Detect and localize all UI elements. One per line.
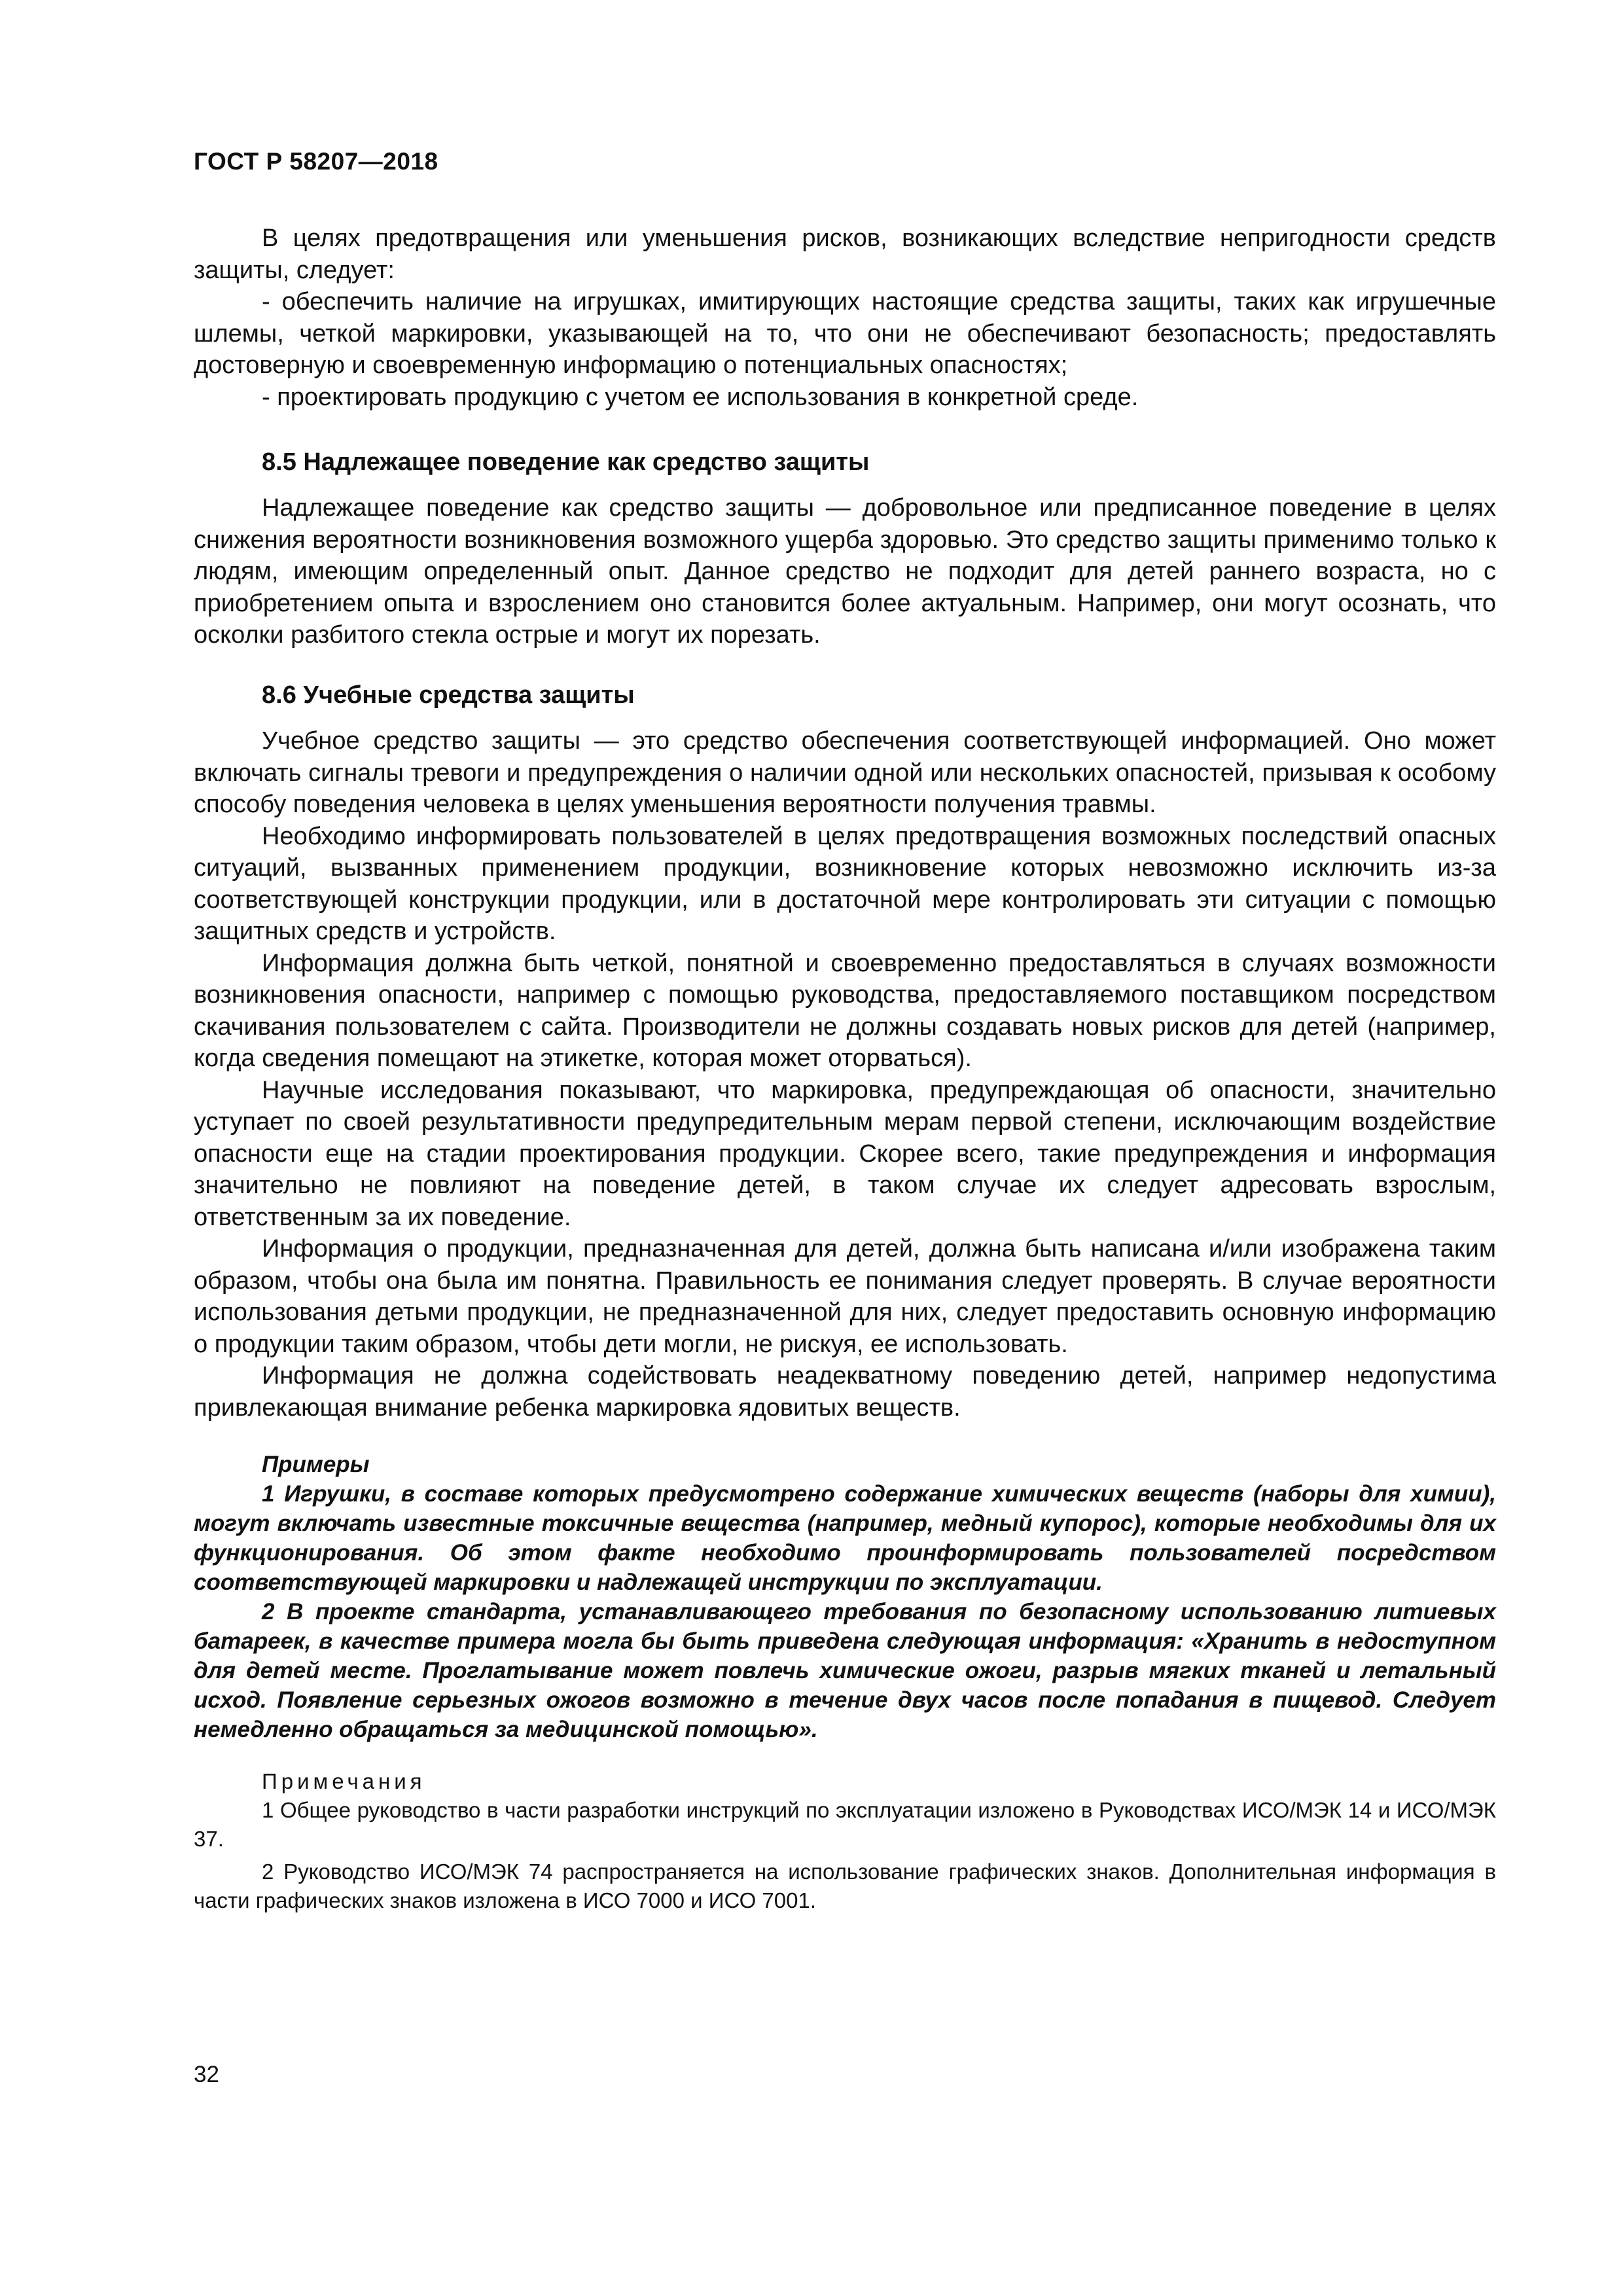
document-header: ГОСТ Р 58207—2018 [194,148,438,175]
intro-block [194,223,1496,413]
notes-title: Примечания [262,1769,426,1793]
list-item: - обеспечить наличие на игрушках, имитирующих настоящие средства защиты, таких как игрушечные шлемы, четкой маркировки, указывающей на то, что они не обеспечивают безопасность; предоставлять достоверную и своевременную информацию о потенциальных опасностях; [194,288,1496,379]
section-title: 8.6 Учебные средства защиты [262,681,635,709]
intro-paragraph: В целях предотвращения или уменьшения рисков, возникающих вследствие непригодности средств защиты, следует: [194,224,1496,284]
notes-block [194,1767,1496,1915]
paragraph: Надлежащее поведение как средство защиты — добровольное или предписанное поведение в целях снижения вероятности возникновения возможного ущерба здоровью. Это средство защиты применимо только к людям, имеющим определенный опыт. Данное средство не подходит для детей раннего возраста, но с приобретением опыта и взрослением оно становится более актуальным. Например, они могут осознать, что осколки разбитого стекла острые и могут их порезать. [194,494,1496,649]
section-8-6 [194,679,1496,711]
section-8-5 [194,446,1496,478]
example-item: 2 В проекте стандарта, устанавливающего требования по безопасному использованию литиевых батареек, в качестве примера могла бы быть приведена следующая информация: «Хранить в недоступном для детей месте. Проглатывание может повлечь химические ожоги, разрыв мягких тканей и летальный исход. Появление серьезных ожогов возможно в течение двух часов после попадания в пищевод. Следует немедленно обращаться за медицинской помощью». [194,1599,1496,1742]
paragraph: Информация не должна содействовать неадекватному поведению детей, например недопустима привлекающая внимание ребенка маркировка ядовитых веществ. [194,1362,1496,1422]
paragraph: Необходимо информировать пользователей в целях предотвращения возможных последствий опасных ситуаций, вызванных применением продукции, возникновение которых невозможно исключить из-за соответствующей конструкции продукции, или в достаточной мере контролировать эти ситуации с помощью защитных средств и устройств. [194,822,1496,945]
note-item: 1 Общее руководство в части разработки инструкций по эксплуатации изложено в Руководствах ИСО/МЭК 14 и ИСО/МЭК 37. [194,1798,1496,1851]
section-8-6-body [194,725,1496,1424]
section-title: 8.5 Надлежащее поведение как средство защиты [262,448,870,476]
note-item: 2 Руководство ИСО/МЭК 74 распространяется на использование графических знаков. Дополнительная информация в части графических знаков изложена в ИСО 7000 и ИСО 7001. [194,1859,1496,1912]
list-item: - проектировать продукцию с учетом ее использования в конкретной среде. [262,383,1139,411]
section-8-5-body [194,492,1496,651]
examples-title: Примеры [262,1452,370,1477]
example-item: 1 Игрушки, в составе которых предусмотрено содержание химических веществ (наборы для химии), могут включать известные токсичные вещества (например, медный купорос), которые необходимы для их функционирования. Об этом факте необходимо проинформировать пользователей посредством соответствующей маркировки и надлежащей инструкции по эксплуатации. [194,1481,1496,1595]
paragraph: Информация должна быть четкой, понятной и своевременно предоставляться в случаях возможности возникновения опасности, например с помощью руководства, предоставляемого поставщиком посредством скачивания пользователем с сайта. Производители не должны создавать новых рисков для детей (например, когда сведения помещают на этикетке, которая может оторваться). [194,949,1496,1072]
paragraph: Учебное средство защиты — это средство обеспечения соответствующей информацией. Оно может включать сигналы тревоги и предупреждения о наличии одной или нескольких опасностей, призывая к особому способу поведения человека в целях уменьшения вероятности получения травмы. [194,727,1496,818]
page-number: 32 [194,2062,219,2087]
examples-block [194,1450,1496,1744]
paragraph: Информация о продукции, предназначенная для детей, должна быть написана и/или изображена таким образом, чтобы она была им понятна. Правильность ее понимания следует проверять. В случае вероятности использования детьми продукции, не предназначенной для них, следует предоставить основную информацию о продукции таким образом, чтобы дети могли, не рискуя, ее использовать. [194,1235,1496,1358]
paragraph: Научные исследования показывают, что маркировка, предупреждающая об опасности, значительно уступает по своей результативности предупредительным мерам первой степени, исключающим воздействие опасности еще на стадии проектирования продукции. Скорее всего, такие предупреждения и информация значительно не повлияют на поведение детей, в таком случае их следует адресовать взрослым, ответственным за их поведение. [194,1076,1496,1231]
